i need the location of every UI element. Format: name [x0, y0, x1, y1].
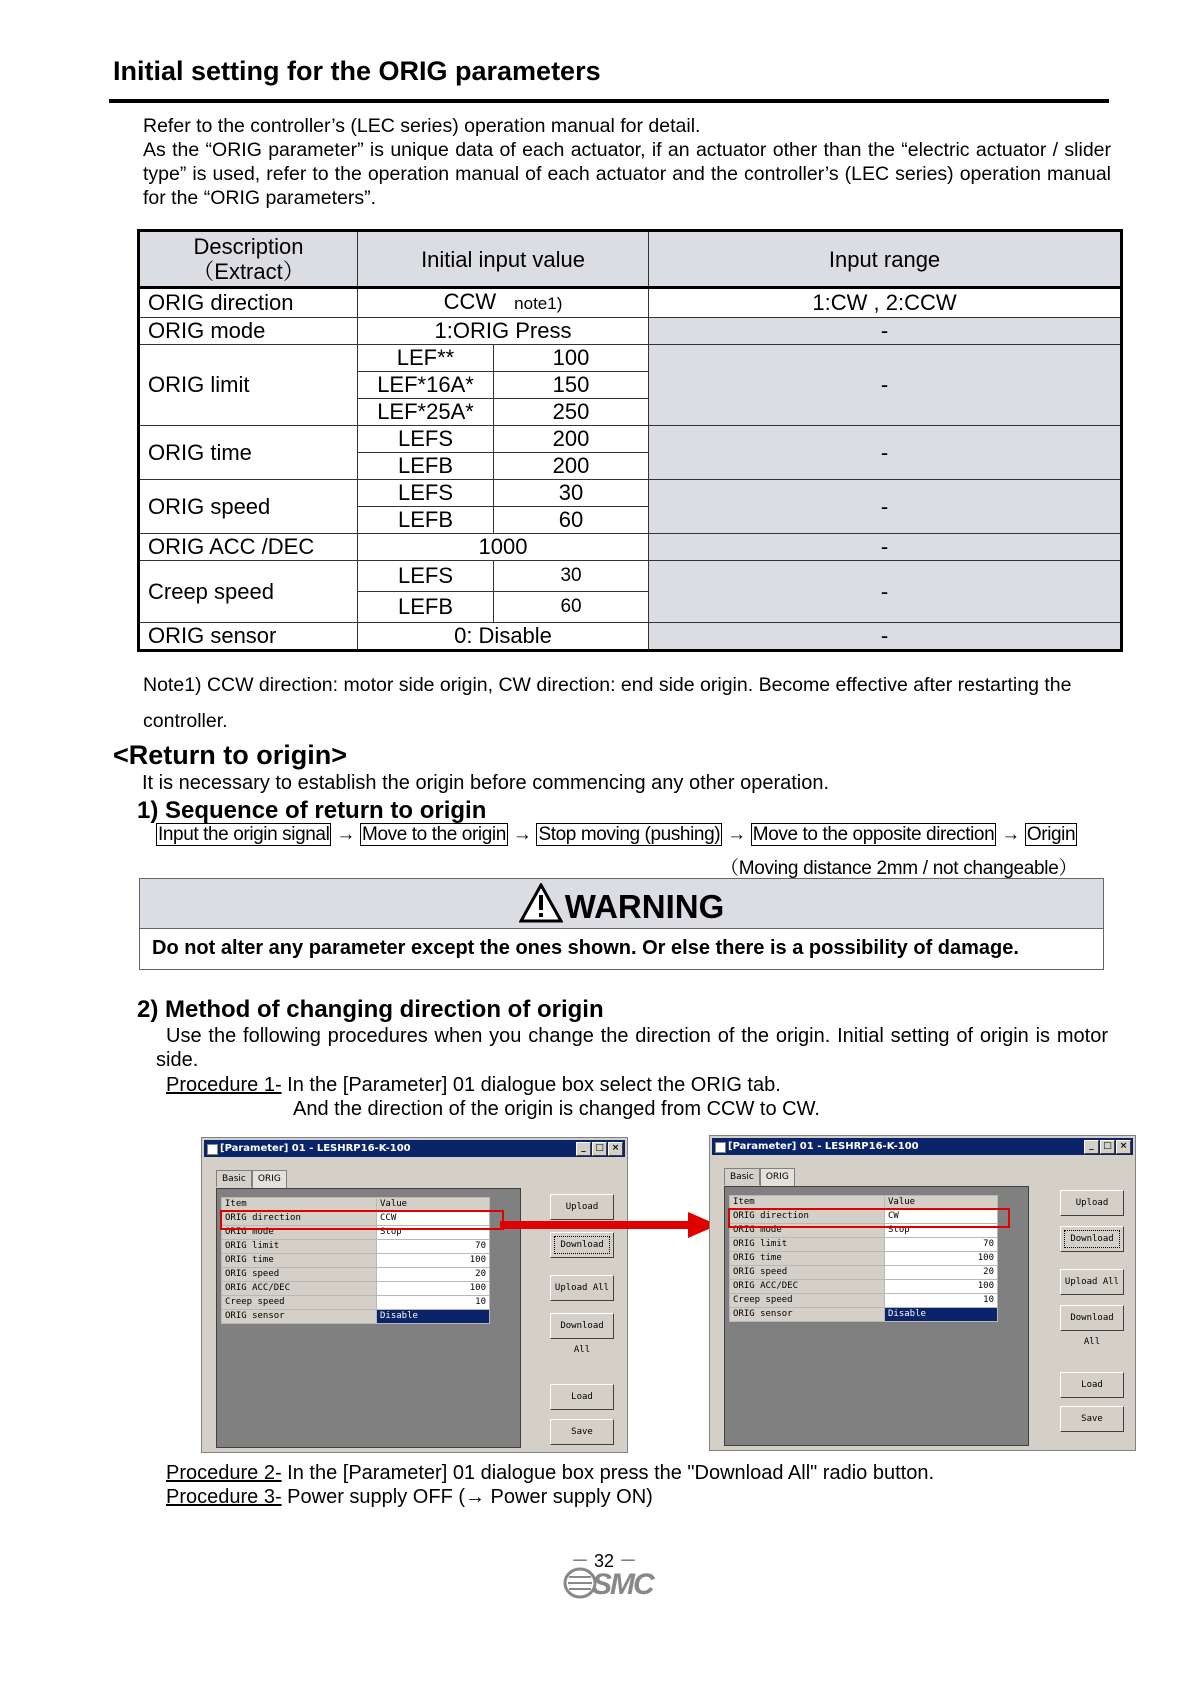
grid-value[interactable]: 10 [377, 1296, 490, 1310]
grid-value[interactable]: 100 [885, 1280, 998, 1294]
dialog-titlebar [204, 1140, 625, 1157]
grid-item: ORIG sensor [730, 1308, 885, 1322]
grid-value[interactable]: 20 [885, 1266, 998, 1280]
table-row[interactable] [222, 1254, 490, 1268]
row-range: - [649, 426, 1122, 480]
row-desc: ORIG direction [139, 288, 358, 318]
download-all-button[interactable]: Download All [1060, 1305, 1124, 1331]
grid-item: ORIG direction [730, 1210, 885, 1224]
row-range: - [649, 623, 1122, 651]
arrow-icon: → [336, 824, 356, 845]
procedure-2-label: Procedure 2- [166, 1462, 282, 1484]
minimize-icon[interactable]: _ [576, 1142, 591, 1156]
dialog-tabs [724, 1168, 795, 1186]
row-type: LEF*25A* [358, 399, 494, 426]
page-number: － 32 － [571, 1551, 638, 1571]
orig-parameter-table [137, 229, 1123, 652]
download-button[interactable]: Download [550, 1232, 614, 1258]
grid-header-item: Item [730, 1196, 885, 1210]
intro-text [143, 114, 1111, 210]
row-value: 60 [494, 592, 649, 623]
save-button[interactable]: Save [1060, 1406, 1124, 1432]
table-row[interactable] [730, 1280, 998, 1294]
table-row[interactable] [730, 1252, 998, 1266]
grid-value[interactable]: CW [885, 1210, 998, 1224]
download-button[interactable]: Download [1060, 1226, 1124, 1252]
row-range: - [649, 534, 1122, 561]
row-value: 30 [494, 561, 649, 592]
table-footnote: Note1) CCW direction: motor side origin, CW direction: end side origin. Become effective after restarting the controller. [143, 674, 1072, 732]
grid-value[interactable]: 70 [377, 1240, 490, 1254]
upload-button[interactable]: Upload [550, 1194, 614, 1220]
grid-item: ORIG limit [730, 1238, 885, 1252]
header-description-line1: Description [193, 234, 304, 259]
grid-item: ORIG time [730, 1252, 885, 1266]
grid-header-value: Value [885, 1196, 998, 1210]
grid-item: ORIG direction [222, 1212, 377, 1226]
window-buttons [575, 1142, 623, 1159]
sequence-step: Move to the origin [362, 824, 506, 845]
grid-value[interactable]: Disable [885, 1308, 998, 1322]
warning-title: WARNING [564, 888, 725, 925]
grid-header-value: Value [377, 1198, 490, 1212]
row-type: LEFS [358, 480, 494, 507]
grid-item: ORIG mode [730, 1224, 885, 1238]
grid-value[interactable]: 10 [885, 1294, 998, 1308]
grid-item: ORIG mode [222, 1226, 377, 1240]
warning-text: Do not alter any parameter except the ones shown. Or else there is a possibility of damage. [152, 937, 1019, 959]
row-desc: ORIG ACC /DEC [139, 534, 358, 561]
sequence-step: Origin [1026, 824, 1076, 845]
minimize-icon[interactable]: _ [1084, 1140, 1099, 1154]
table-row[interactable] [730, 1308, 998, 1322]
procedure-2-text: In the [Parameter] 01 dialogue box press the "Download All" radio button. [281, 1462, 934, 1484]
value-text: CCW [443, 289, 497, 314]
origin-sequence [156, 824, 1077, 846]
table-row[interactable] [222, 1268, 490, 1282]
row-range: - [649, 480, 1122, 534]
highlight-box [220, 1210, 504, 1230]
row-type: LEFB [358, 507, 494, 534]
row-type: LEF** [358, 345, 494, 372]
row-value: 200 [494, 426, 649, 453]
table-row [139, 480, 1122, 507]
grid-value[interactable]: 70 [885, 1238, 998, 1252]
row-type: LEFB [358, 453, 494, 480]
procedure-1-label: Procedure 1- [166, 1074, 282, 1096]
grid-value[interactable]: 100 [377, 1282, 490, 1296]
grid-item: Creep speed [730, 1294, 885, 1308]
dialog-tabs [216, 1170, 287, 1188]
maximize-icon[interactable]: □ [1100, 1140, 1115, 1154]
row-type: LEFB [358, 592, 494, 623]
parameter-dialog-after [709, 1135, 1136, 1451]
row-type: LEF*16A* [358, 372, 494, 399]
upload-all-button[interactable]: Upload All [1060, 1269, 1124, 1295]
table-row[interactable] [730, 1238, 998, 1252]
warning-triangle-icon [519, 883, 563, 923]
row-value: 1000 [358, 534, 649, 561]
table-row [139, 623, 1122, 651]
grid-item: Creep speed [222, 1296, 377, 1310]
method-paragraph: Use the following procedures when you change the direction of the origin. Initial setting of origin is motor side. [156, 1025, 1108, 1071]
grid-item: ORIG sensor [222, 1310, 377, 1324]
parameter-dialog-before [201, 1137, 628, 1453]
title-rule [109, 99, 1109, 103]
row-value: 0: Disable [358, 623, 649, 651]
save-button[interactable]: Save [550, 1419, 614, 1445]
dialog-title: [Parameter] 01 - LESHRP16-K-100 [728, 1141, 919, 1152]
grid-value[interactable]: 20 [377, 1268, 490, 1282]
grid-value[interactable]: 100 [377, 1254, 490, 1268]
grid-item: ORIG limit [222, 1240, 377, 1254]
row-value: 100 [494, 345, 649, 372]
header-initial-value: Initial input value [358, 231, 649, 288]
grid-item: ORIG speed [222, 1268, 377, 1282]
smc-logo [563, 1566, 663, 1605]
section-title-return-to-origin: <Return to origin> [113, 740, 348, 770]
row-range: - [649, 318, 1122, 345]
header-input-range: Input range [649, 231, 1122, 288]
row-desc: ORIG limit [139, 345, 358, 426]
row-value: 60 [494, 507, 649, 534]
note-ref: note1) [514, 294, 563, 313]
table-row [139, 288, 1122, 318]
procedure-3 [166, 1486, 653, 1509]
window-buttons [1083, 1140, 1131, 1157]
warning-header [140, 879, 1103, 929]
table-row[interactable] [730, 1266, 998, 1280]
grid-item: ORIG ACC/DEC [222, 1282, 377, 1296]
row-value: 30 [494, 480, 649, 507]
table-header-row [139, 231, 1122, 288]
row-desc: ORIG time [139, 426, 358, 480]
intro-line-1: Refer to the controller’s (LEC series) operation manual for detail. [143, 115, 701, 137]
smc-logo-icon [563, 1566, 663, 1600]
tab-basic[interactable]: Basic [216, 1170, 252, 1187]
row-range: 1:CW , 2:CCW [649, 288, 1122, 318]
arrow-icon: → [1001, 824, 1020, 845]
load-button[interactable]: Load [550, 1384, 614, 1410]
change-arrow-icon [500, 1210, 720, 1240]
arrow-icon: → [512, 824, 532, 845]
table-row[interactable] [222, 1310, 490, 1324]
subsection-title-sequence: 1) Sequence of return to origin [137, 797, 487, 824]
close-icon[interactable]: × [608, 1142, 623, 1156]
parameter-panel [216, 1188, 521, 1448]
tab-basic[interactable]: Basic [724, 1168, 760, 1185]
grid-value[interactable]: 100 [885, 1252, 998, 1266]
row-value: 1:ORIG Press [358, 318, 649, 345]
row-value: 250 [494, 399, 649, 426]
row-range: - [649, 561, 1122, 623]
row-desc: ORIG mode [139, 318, 358, 345]
intro-line-2: As the “ORIG parameter” is unique data of each actuator, if an actuator other than the “electric actuator / slider type” is used, refer to the operation manual of each actuator and the controller’s (LEC series) operation manual for the “ORIG parameters”. [143, 139, 1111, 209]
grid-value[interactable]: Stop [885, 1224, 998, 1238]
grid-item: ORIG time [222, 1254, 377, 1268]
section-intro: It is necessary to establish the origin before commencing any other operation. [142, 772, 830, 794]
warning-box [139, 878, 1104, 970]
sequence-step: Stop moving (pushing) [538, 824, 721, 845]
row-value [358, 288, 649, 318]
subsection-title-method: 2) Method of changing direction of origin [137, 996, 604, 1023]
table-row[interactable] [730, 1294, 998, 1308]
tab-orig[interactable]: ORIG [760, 1168, 795, 1187]
grid-value[interactable]: Disable [377, 1310, 490, 1324]
table-row [139, 345, 1122, 372]
app-icon [715, 1142, 726, 1153]
table-row [139, 534, 1122, 561]
page-title: Initial setting for the ORIG parameters [113, 56, 601, 86]
procedure-2 [166, 1462, 934, 1485]
grid-item: ORIG ACC/DEC [730, 1280, 885, 1294]
parameter-panel [724, 1186, 1029, 1446]
sequence-step: Move to the opposite direction [752, 824, 995, 845]
row-range: - [649, 345, 1122, 426]
table-row [139, 318, 1122, 345]
row-type: LEFS [358, 426, 494, 453]
row-desc: ORIG speed [139, 480, 358, 534]
row-desc: Creep speed [139, 561, 358, 623]
grid-value[interactable]: Stop [377, 1226, 490, 1240]
header-description-line2: （Extract） [192, 259, 305, 284]
row-value: 200 [494, 453, 649, 480]
moving-distance-note: （Moving distance 2mm / not changeable） [720, 858, 1078, 879]
download-all-button[interactable]: Download All [550, 1313, 614, 1339]
procedure-3-text: Power supply OFF (→ Power supply ON) [281, 1486, 653, 1508]
tab-orig[interactable]: ORIG [252, 1170, 287, 1189]
highlight-box [728, 1208, 1010, 1228]
grid-value[interactable]: CCW [377, 1212, 490, 1226]
procedure-3-label: Procedure 3- [166, 1486, 282, 1508]
table-row[interactable] [222, 1282, 490, 1296]
maximize-icon[interactable]: □ [592, 1142, 607, 1156]
row-type: LEFS [358, 561, 494, 592]
load-button[interactable]: Load [1060, 1372, 1124, 1398]
grid-item: ORIG speed [730, 1266, 885, 1280]
table-row [139, 426, 1122, 453]
upload-button[interactable]: Upload [1060, 1190, 1124, 1216]
logo-text: SMC [592, 1568, 653, 1600]
row-desc: ORIG sensor [139, 623, 358, 651]
dialog-title: [Parameter] 01 - LESHRP16-K-100 [220, 1143, 411, 1154]
row-value: 150 [494, 372, 649, 399]
app-icon [207, 1144, 218, 1155]
table-row[interactable] [222, 1296, 490, 1310]
sequence-step: Input the origin signal [158, 824, 330, 845]
upload-all-button[interactable]: Upload All [550, 1275, 614, 1301]
table-row [139, 561, 1122, 592]
table-row[interactable] [222, 1240, 490, 1254]
grid-header-item: Item [222, 1198, 377, 1212]
close-icon[interactable]: × [1116, 1140, 1131, 1154]
procedure-1-text-2: And the direction of the origin is changed from CCW to CW. [293, 1098, 820, 1120]
arrow-icon: → [727, 824, 746, 845]
procedure-1 [166, 1074, 781, 1097]
header-description [139, 231, 358, 288]
procedure-1-text: In the [Parameter] 01 dialogue box select the ORIG tab. [281, 1074, 781, 1096]
dialog-titlebar [712, 1138, 1133, 1155]
